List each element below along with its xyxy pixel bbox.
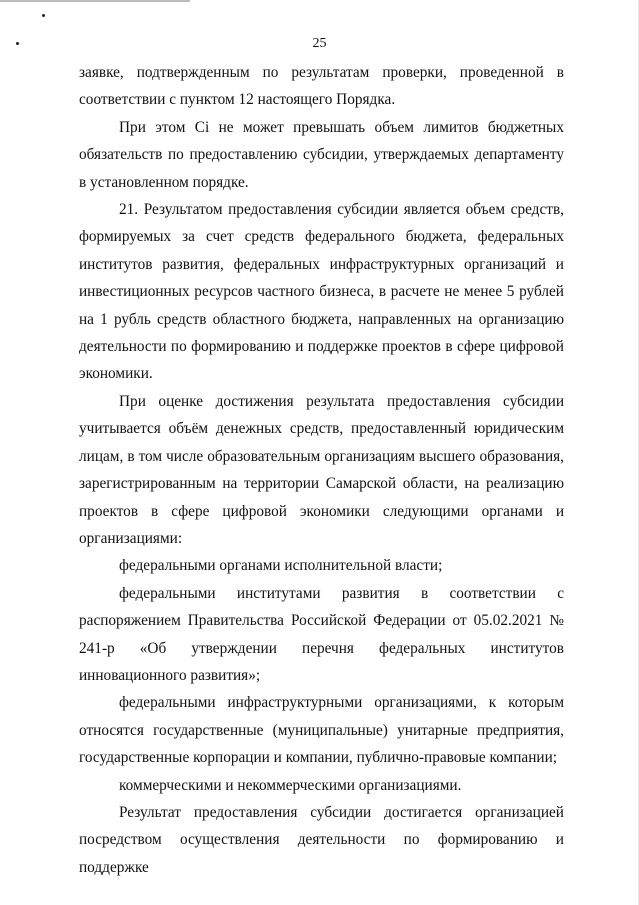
- paragraph: заявке, подтвержденным по результатам проверки, проведенной в соответствии с пунктом 12 настоящего Порядка.: [79, 64, 564, 109]
- scan-speck: [42, 14, 45, 17]
- paragraph: 21. Результатом предоставления субсидии является объем средств, формируемых за счет средств федерального бюджета, федеральных институтов развития, федеральных инфраструктурных организаций и инвестиционных ресурсов частного бизнеса, в расчете не менее 5 рублей на 1 рубль средств областного бюджета, направленных на организацию деятельности по формированию и поддержке проектов в сфере цифровой экономики.: [79, 201, 564, 383]
- scan-edge-mark: [0, 0, 190, 2]
- paragraph: коммерческими и некоммерческими организациями.: [119, 776, 462, 794]
- document-body: [79, 59, 564, 881]
- paragraph: При оценке достижения результата предоставления субсидии учитывается объём денежных средств, предоставленный юридическим лицам, в том числе образовательным организациям высшего образования, зарегистрированным на территории Самарской области, на реализацию проектов в сфере цифровой экономики следующими органами и организациями:: [79, 392, 564, 547]
- paragraph: При этом Ci не может превышать объем лимитов бюджетных обязательств по предоставлению субсидии, утверждаемых департаменту в установленном порядке.: [79, 118, 564, 191]
- paragraph: федеральными инфраструктурными организациями, к которым относятся государственные (муниципальные) унитарные предприятия, государственные корпорации и компании, публично-правовые компании;: [79, 694, 564, 767]
- paragraph: федеральными органами исполнительной власти;: [119, 557, 443, 575]
- page-number: 25: [312, 36, 327, 51]
- paragraph: федеральными институтами развития в соответствии с распоряжением Правительства Российской Федерации от 05.02.2021 № 241-р «Об утверждении перечня федеральных институтов инновационного развития»;: [79, 584, 564, 684]
- paragraph: Результат предоставления субсидии достигается организацией посредством осуществления деятельности по формированию и поддержке: [79, 803, 564, 876]
